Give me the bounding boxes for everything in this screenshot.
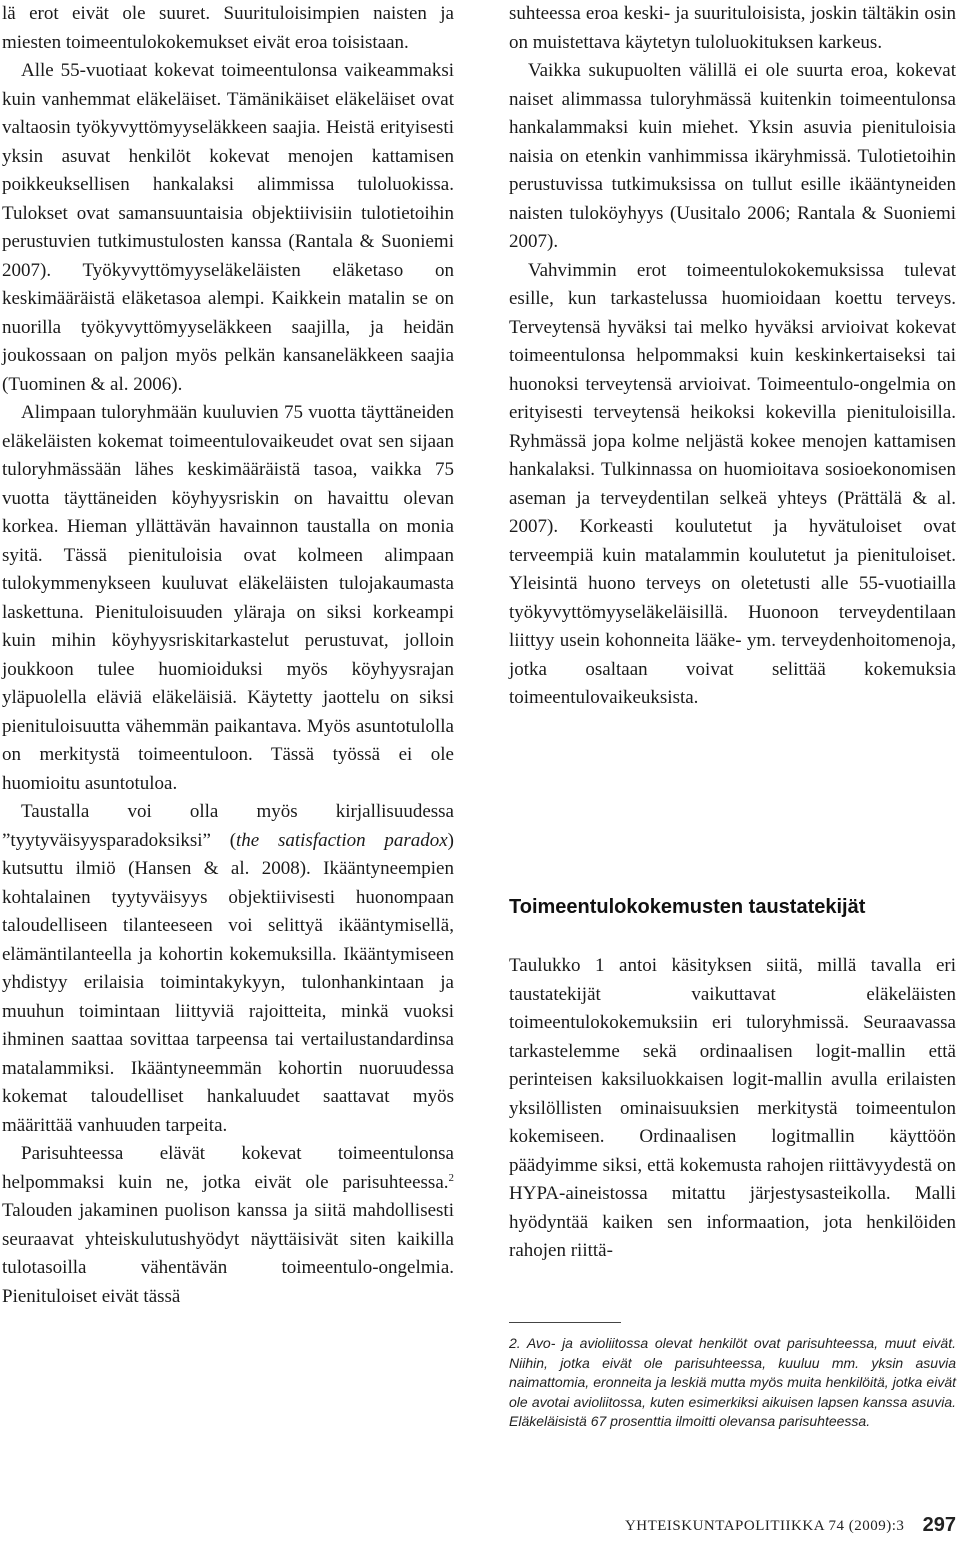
right-text-column [509, 0, 956, 713]
paragraph-text: Parisuhteessa elävät kokevat toimeentulonsa helpommaksi kuin ne, jotka eivät ole parisuhteessa. [2, 1143, 454, 1193]
page-number: 297 [922, 1514, 956, 1536]
paragraph-text: ) kutsuttu ilmiö (Hansen & al. 2008). Ikääntyneempien kohtalainen tyytyväisyys objektiivisesti huonompaan taloudelliseen tilanteeseen voi selittyä ikääntymisellä, elämäntilanteella ja kohortin kokemuksilla. Ikääntymiseen yhdistyy erilaisia toimintakykyyn, tulonhankintaan ja muuhun toimintaan liittyviä rajoitteita, minkä vuoksi ihminen saattaa sovittaa tarpeensa tai vertailustandardinsa matalammiksi. Ikääntyneemmän kohortin nuoruudessa kokemat taloudelliset hankaluudet saattavat myös määrittää vanhuuden tarpeita. [2, 829, 454, 1136]
journal-name: YHTEISKUNTAPOLITIIKKA 74 (2009):3 [624, 1518, 905, 1534]
italic-term: the satisfaction paradox [236, 829, 448, 851]
paragraph: suhteessa eroa keski- ja suurituloisista, joskin tältäkin osin on muistettava käytetyn tuloluokituksen karkeus. [509, 3, 956, 53]
section-heading: Toimeentulokokemusten taustatekijät [509, 896, 866, 918]
paragraph: Alle 55-vuotiaat kokevat toimeentulonsa vaikeammaksi kuin vanhemmat eläkeläiset. Tämänikäiset eläkeläiset ovat valtaosin työkyvyttömyyseläkkeen saajia. Heistä erityisesti yksin asuvat henkilöt kokevat menojen kattamisen poikkeuksellisen hankalaksi alimmissa tuloluokissa. Tulokset ovat samansuuntaisia objektiivisiin tulotietoihin perustuvien tutkimustulosten kanssa (Rantala & Suoniemi 2007). Työkyvyttömyyseläkeläisten eläketaso on keskimääräistä eläketasoa alempi. Kaikkein matalin se on nuorilla työkyvyttömyyseläkkeen saajilla, ja heidän joukossaan on paljon myös pelkän kansaneläkkeen saajia (Tuominen & al. 2006). [2, 60, 454, 395]
footnote-marker: 2 [448, 1171, 454, 1184]
paragraph: Vaikka sukupuolten välillä ei ole suurta eroa, kokevat naiset alimmassa tuloryhmässä kuitenkin toimeentulonsa hankalammaksi kuin miehet. Yksin asuvia pienituloisia naisia on etenkin vanhimmissa ikäryhmissä. Tulotietoihin perustuvissa tutkimuksissa on tullut esille ikääntyneiden naisten tuloköyhyys (Uusitalo 2006; Rantala & Suoniemi 2007). [509, 60, 956, 252]
footnote-divider [509, 1322, 621, 1323]
paragraph: Taulukko 1 antoi käsityksen siitä, millä tavalla eri taustatekijät vaikuttavat eläkeläisten toimeentulokokemuksiin eri tuloryhmissä. Seuraavassa tarkastelemme sekä ordinaalisen logit-mallin että perinteisen kaksiluokkaisen logit-mallin avulla erilaisten yksilöllisten ominaisuuksien merkitystä toimeentulon kokemiseen. Ordinaalisen logitmallin käyttöön päädyimme siksi, että kokemusta rahojen riittävyydestä on HYPA-aineistossa mitattu järjestysasteikolla. Malli hyödyntää kaiken sen informaation, jota henkilöiden rahojen riittä- [509, 955, 956, 1261]
left-text-column [2, 0, 454, 1311]
running-footer [625, 1514, 956, 1537]
right-text-column-continued [509, 952, 956, 1266]
footnote: 2. Avo- ja avioliitossa olevat henkilöt ovat parisuhteessa, muut eivät. Niihin, jotka eivät ole parisuhteessa, kuuluu mm. yksin asuvia naimattomia, eronneita ja leskiä mutta myös muita henkilöitä, jotka eivät ole avotai avioliitossa, kuten esimerkiksi aikuisen lapsen kanssa asuvia. Eläkeläisistä 67 prosenttia ilmoitti olevansa parisuhteessa. [509, 1335, 956, 1429]
paragraph: Alimpaan tuloryhmään kuuluvien 75 vuotta täyttäneiden eläkeläisten kokemat toimeentulovaikeudet ovat sen sijaan tuloryhmässään lähes keskimääräistä tasoa, vaikka 75 vuotta täyttäneiden köyhyysriskin on havaittu olevan korkea. Hieman yllättävän havainnon taustalla on monia syitä. Tässä pienituloisia ovat kolmeen alimpaan tulokymmenykseen kuuluvat eläkeläisten tulojakaumasta laskettuna. Pienituloisuuden yläraja on siksi korkeampi kuin mihin köyhyysriskitarkastelut perustuvat, jolloin joukkoon tulee huomioiduksi myös köyhyysrajan yläpuolella eläviä eläkeläisiä. Käytetty jaottelu on siksi pienituloisuutta vähemmän paikantava. Myös asuntotulolla on merkitystä toimeentuloon. Tässä työssä ei ole huomioitu asuntotuloa. [2, 402, 454, 794]
paragraph: Vahvimmin erot toimeentulokokemuksissa tulevat esille, kun tarkastelussa huomioidaan koettu terveys. Terveytensä hyväksi tai melko hyväksi arvioivat kokevat toimeentulonsa helpommaksi kuin keskinkertaiseksi tai huonoksi terveytensä arvioivat. Toimeentulo-ongelmia on erityisesti terveytensä heikoksi kokevilla pienituloisilla. Ryhmässä jopa kolme neljästä kokee menojen kattamisen hankalaksi. Tulkinnassa on huomioitava sosioekonomisen aseman ja terveydentilan selkeä yhteys (Prättälä & al. 2007). Korkeasti koulutetut ja hyvätuloiset ovat terveempiä kuin matalammin koulutetut ja pienituloiset. Yleisintä huono terveys on oletetusti alle 55-vuotiailla työkyvyttömyyseläkeläisillä. Huonoon terveydentilaan liittyy usein kohonneita lääke- ym. terveydenhoitomenoja, jotka osaltaan voivat selittää kokemuksia toimeentulovaikeuksista. [509, 259, 956, 708]
paragraph [2, 798, 454, 1140]
paragraph-text: Taustalla voi olla myös kirjallisuudessa ”tyytyväisyysparadoksiksi” ( [2, 801, 454, 851]
paragraph-text: Talouden jakaminen puolison kanssa ja siitä mahdollisesti seuraavat yhteiskulutushyödyt näyttäisivät siten kaikilla tulotasoilla vähentävän toimeentulo-ongelmia. Pienituloiset eivät tässä [2, 1200, 454, 1307]
paragraph [2, 1140, 454, 1311]
paragraph: lä erot eivät ole suuret. Suurituloisimpien naisten ja miesten toimeentulokokemukset eivät eroa toisistaan. [2, 3, 454, 53]
